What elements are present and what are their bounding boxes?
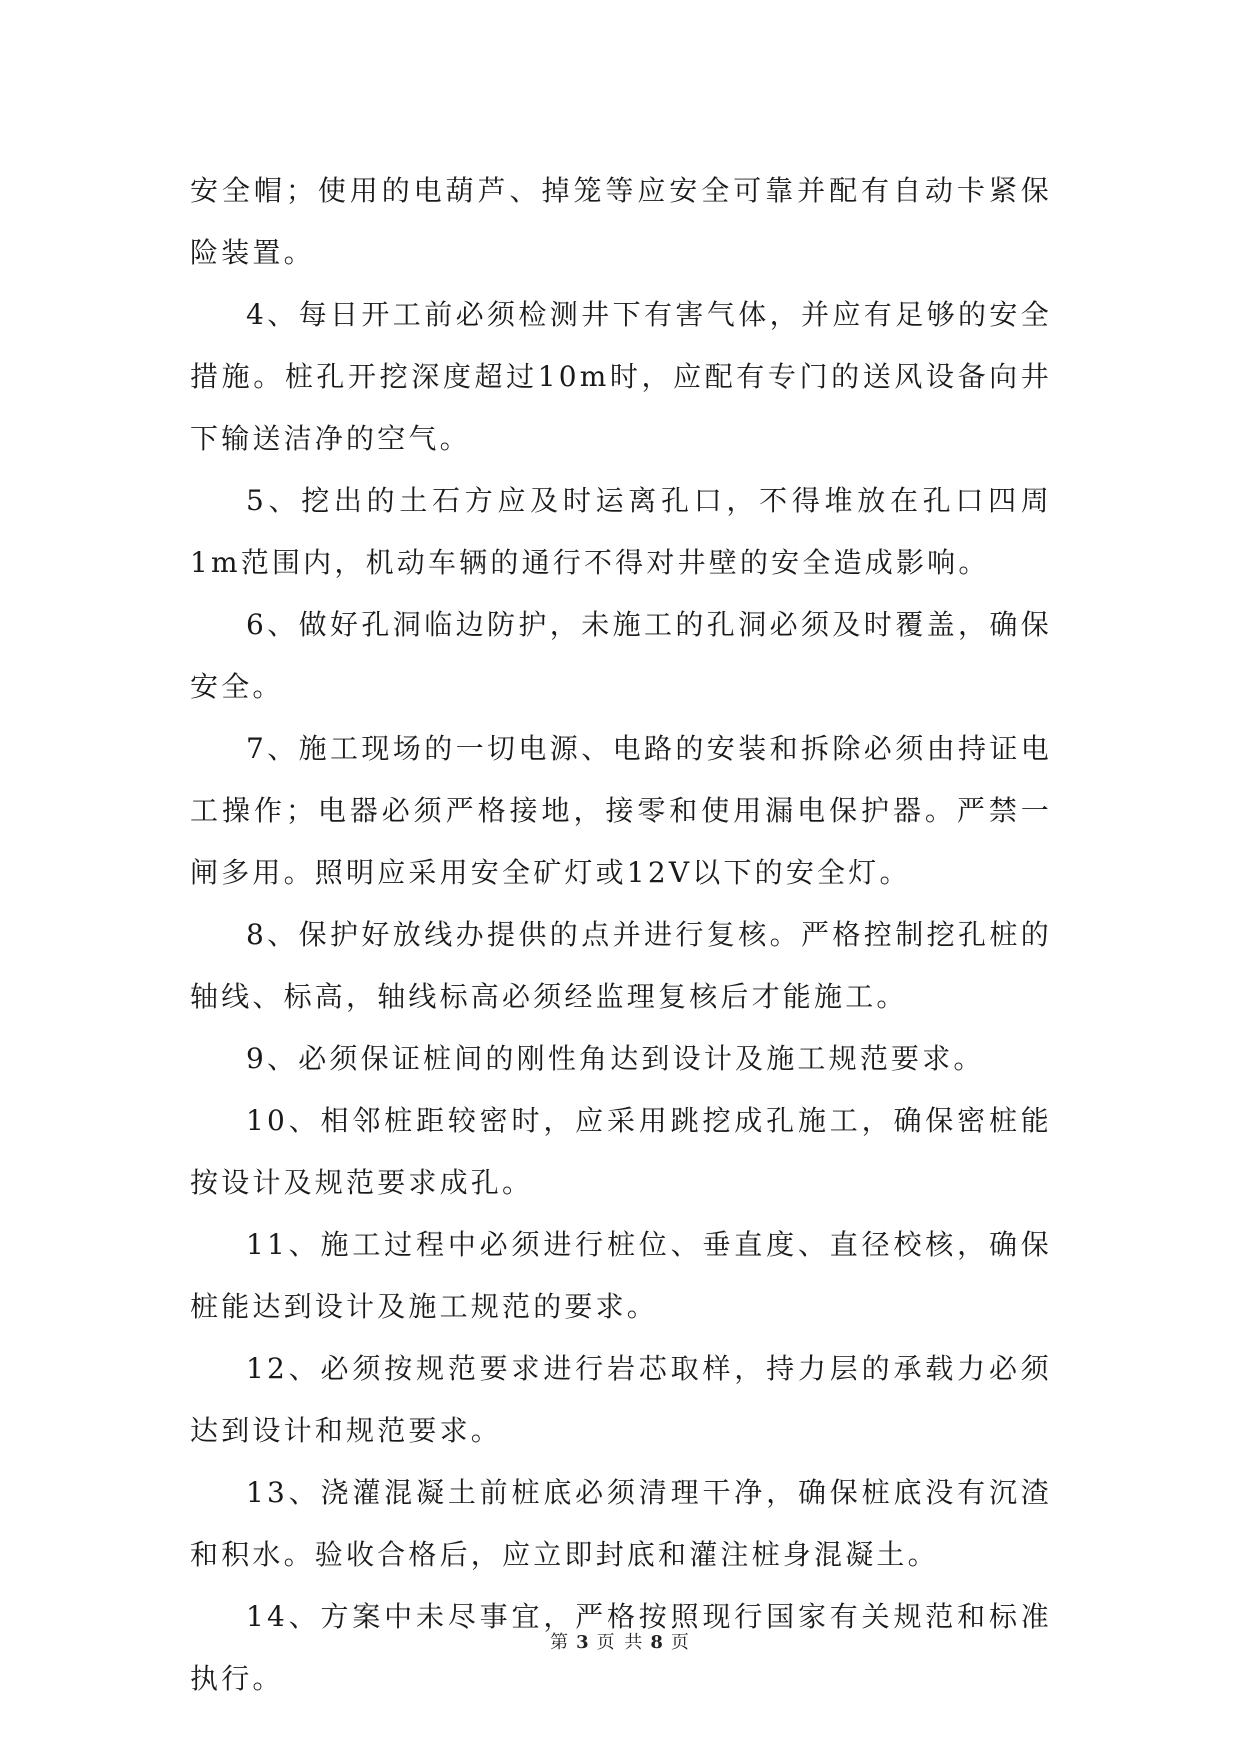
paragraph-item-8: 8、保护好放线办提供的点并进行复核。严格控制挖孔桩的轴线、标高，轴线标高必须经监理复核后才能施工。 [190,918,1052,1013]
paragraph-item-4: 4、每日开工前必须检测井下有害气体，并应有足够的安全措施。桩孔开挖深度超过10m时，应配有专门的送风设备向井下输送洁净的空气。 [190,298,1052,455]
footer-prefix: 第 [550,1632,571,1653]
paragraph-item-12: 12、必须按规范要求进行岩芯取样，持力层的承载力必须达到设计和规范要求。 [190,1352,1052,1447]
footer-suffix: 页 [670,1632,691,1653]
paragraph-item-10: 10、相邻桩距较密时，应采用跳挖成孔施工，确保密桩能按设计及规范要求成孔。 [190,1104,1052,1199]
paragraph-item-9: 9、必须保证桩间的刚性角达到设计及施工规范要求。 [246,1042,985,1075]
page-current-number: 3 [576,1632,591,1653]
paragraph-item-13: 13、浇灌混凝土前桩底必须清理干净，确保桩底没有沉渣和积水。验收合格后，应立即封底和灌注桩身混凝土。 [190,1476,1052,1571]
document-body [190,160,1052,1710]
page-footer [0,1628,1241,1654]
paragraph-item-6: 6、做好孔洞临边防护，未施工的孔洞必须及时覆盖，确保安全。 [190,608,1052,703]
paragraph-0: 安全帽；使用的电葫芦、掉笼等应安全可靠并配有自动卡紧保险装置。 [190,174,1052,269]
page-total-number: 8 [650,1632,665,1653]
paragraph-item-14: 14、方案中未尽事宜，严格按照现行国家有关规范和标准执行。 [190,1600,1052,1695]
paragraph-item-7: 7、施工现场的一切电源、电路的安装和拆除必须由持证电工操作；电器必须严格接地，接零和使用漏电保护器。严禁一闸多用。照明应采用安全矿灯或12V以下的安全灯。 [190,732,1052,889]
footer-middle: 页 共 [596,1632,645,1653]
paragraph-item-11: 11、施工过程中必须进行桩位、垂直度、直径校核，确保桩能达到设计及施工规范的要求。 [190,1228,1052,1323]
paragraph-item-5: 5、挖出的土石方应及时运离孔口，不得堆放在孔口四周1m范围内，机动车辆的通行不得对井壁的安全造成影响。 [190,484,1052,579]
